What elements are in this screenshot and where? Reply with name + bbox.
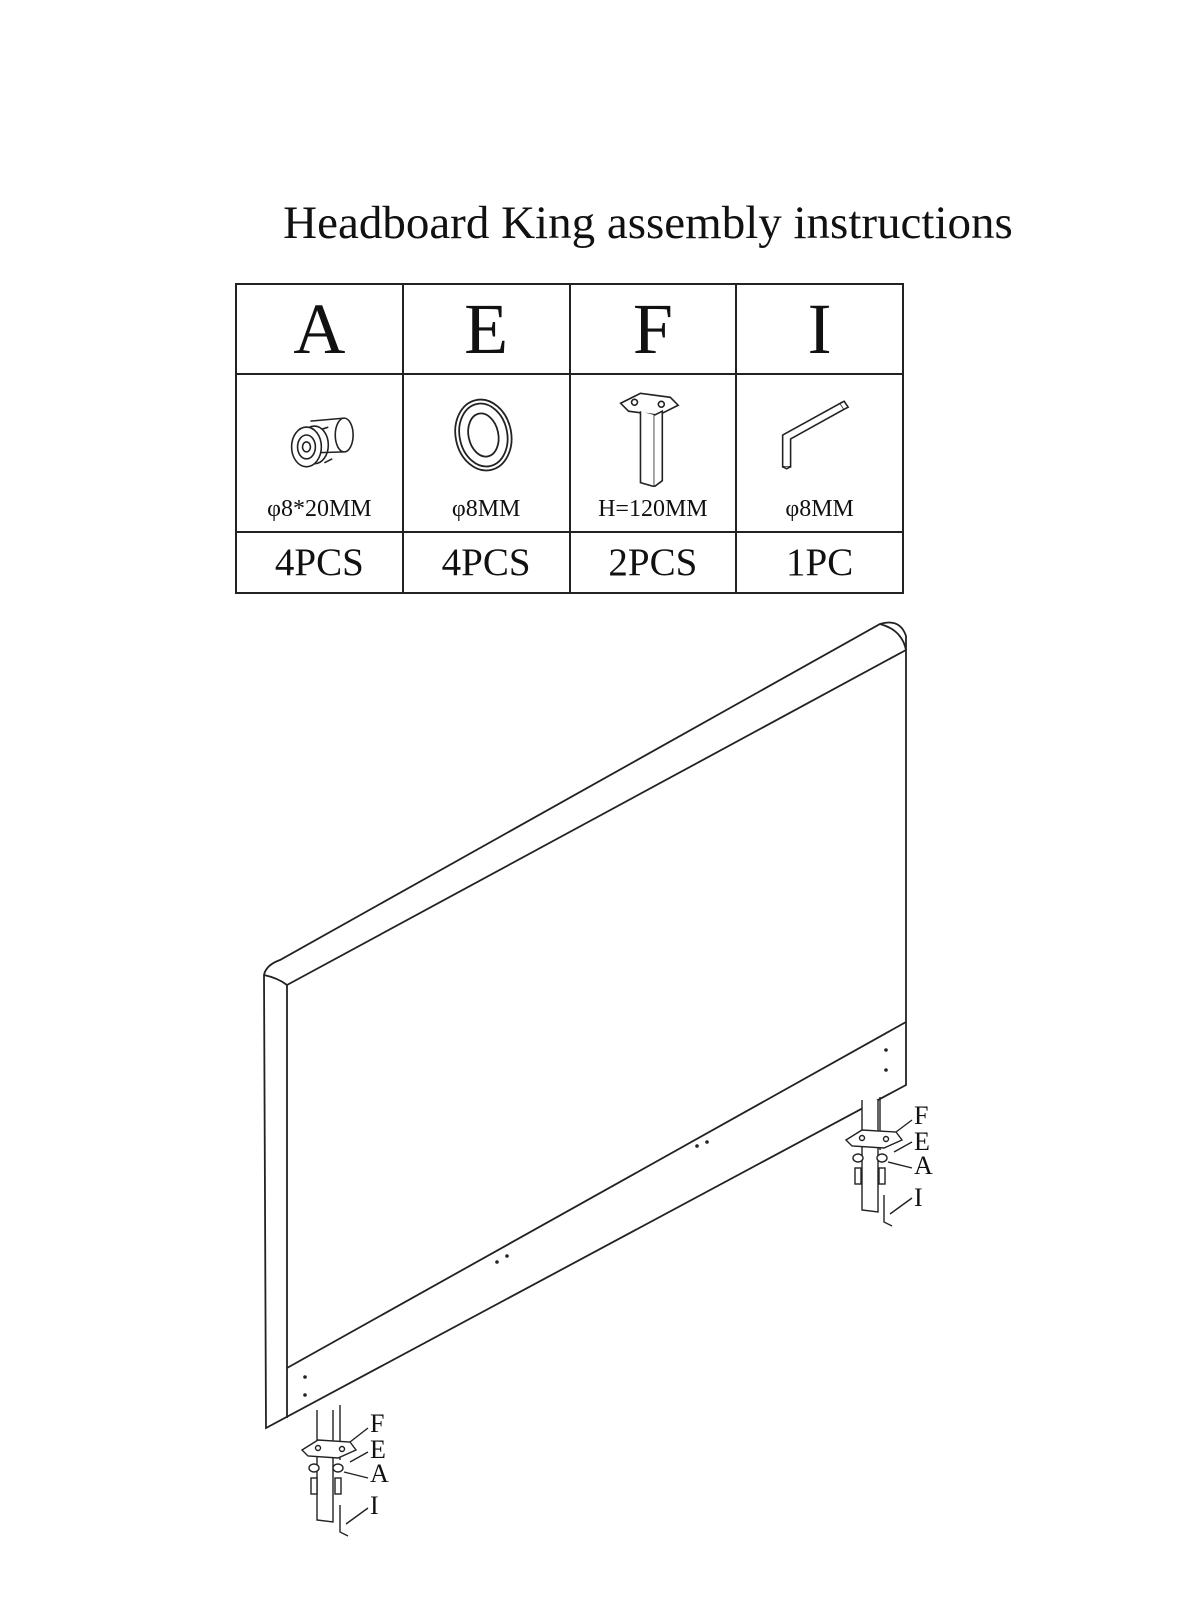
part-qty: 2PCS — [570, 532, 737, 593]
part-letter: F — [570, 284, 737, 374]
headboard-assembly-drawing — [0, 600, 1202, 1600]
callout-f: F — [914, 1101, 929, 1130]
part-letter: A — [236, 284, 403, 374]
part-cell-allen-key — [736, 374, 903, 532]
washer-icon — [404, 387, 569, 487]
allen-key-icon — [737, 387, 902, 487]
part-qty: 4PCS — [403, 532, 570, 593]
right-callouts — [914, 1101, 933, 1212]
headboard-panel — [264, 623, 906, 1429]
right-leg-assembly — [846, 1097, 912, 1226]
bolt-icon — [237, 387, 402, 487]
bracket-leg-icon — [571, 387, 736, 487]
callout-i: I — [914, 1183, 923, 1212]
callout-a: A — [914, 1151, 933, 1180]
part-spec: φ8MM — [785, 496, 854, 522]
parts-table — [235, 283, 904, 594]
callout-a: A — [370, 1459, 389, 1488]
part-cell-bracket-leg — [570, 374, 737, 532]
left-leg-assembly — [302, 1405, 368, 1536]
part-cell-washer — [403, 374, 570, 532]
part-qty: 4PCS — [236, 532, 403, 593]
parts-qty-row — [236, 532, 903, 593]
page-title: Headboard King assembly instructions — [283, 197, 1013, 249]
part-letter: I — [736, 284, 903, 374]
part-letter: E — [403, 284, 570, 374]
callout-f: F — [370, 1409, 385, 1438]
part-qty: 1PC — [736, 532, 903, 593]
part-spec: φ8MM — [451, 496, 521, 522]
part-spec: H=120MM — [598, 496, 708, 522]
part-spec: φ8*20MM — [267, 496, 372, 522]
callout-e: E — [370, 1435, 386, 1464]
left-callouts — [370, 1409, 389, 1520]
screw-holes — [303, 1048, 888, 1397]
callout-i: I — [370, 1491, 379, 1520]
callout-e: E — [914, 1127, 930, 1156]
parts-image-row — [236, 374, 903, 532]
part-cell-bolt — [236, 374, 403, 532]
parts-letter-row — [236, 284, 903, 374]
